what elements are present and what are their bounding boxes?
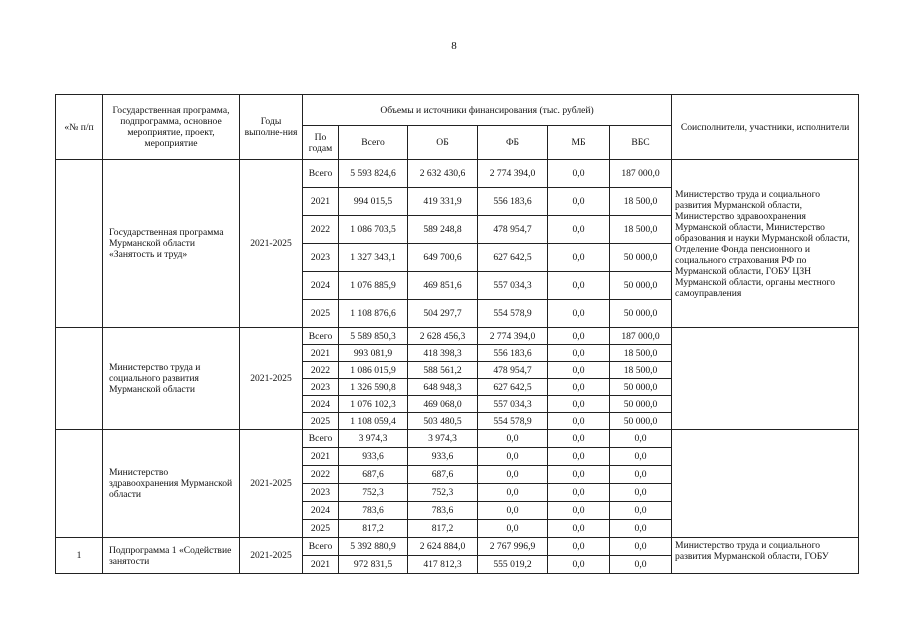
cell-vbs: 50 000,0 (610, 272, 672, 300)
cell-vbs: 50 000,0 (610, 396, 672, 413)
cell-mb: 0,0 (548, 466, 610, 484)
cell-ob: 752,3 (408, 484, 478, 502)
cell-ob: 588 561,2 (408, 362, 478, 379)
cell-fb: 0,0 (478, 502, 548, 520)
cell-ob: 469 851,6 (408, 272, 478, 300)
program-years: 2021-2025 (240, 328, 303, 430)
cell-vbs: 0,0 (610, 502, 672, 520)
header-years: Годы выполне-ния (240, 95, 303, 160)
cell-ob: 469 068,0 (408, 396, 478, 413)
cell-total: 1 086 703,5 (339, 216, 408, 244)
program-name: Министерство труда и социального развития Мурманской области (103, 328, 240, 430)
cell-total: 1 326 590,8 (339, 379, 408, 396)
cell-total: 3 974,3 (339, 430, 408, 448)
cell-total: 994 015,5 (339, 188, 408, 216)
cell-mb: 0,0 (548, 502, 610, 520)
program-name: Государственная программа Мурманской области «Занятость и труд» (103, 160, 240, 328)
cell-total: 993 081,9 (339, 345, 408, 362)
cell-ob: 783,6 (408, 502, 478, 520)
cell-vbs: 187 000,0 (610, 328, 672, 345)
header-ob: ОБ (408, 126, 478, 160)
cell-total: 5 392 880,9 (339, 538, 408, 556)
cell-ob: 933,6 (408, 448, 478, 466)
cell-fb: 2 774 394,0 (478, 160, 548, 188)
cell-vbs: 18 500,0 (610, 345, 672, 362)
table-row (56, 538, 859, 556)
cell-fb: 0,0 (478, 430, 548, 448)
cell-ob: 2 628 456,3 (408, 328, 478, 345)
cell-year: Всего (303, 328, 339, 345)
page-number: 8 (451, 40, 457, 52)
header-mb: МБ (548, 126, 610, 160)
cell-ob: 2 624 884,0 (408, 538, 478, 556)
cell-year: 2025 (303, 300, 339, 328)
cell-vbs: 50 000,0 (610, 300, 672, 328)
cell-vbs: 0,0 (610, 484, 672, 502)
row-number (56, 328, 103, 430)
cell-ob: 687,6 (408, 466, 478, 484)
cell-year: 2023 (303, 244, 339, 272)
cell-mb: 0,0 (548, 345, 610, 362)
cell-mb: 0,0 (548, 538, 610, 556)
cell-fb: 556 183,6 (478, 345, 548, 362)
cell-year: 2023 (303, 484, 339, 502)
cell-mb: 0,0 (548, 362, 610, 379)
cell-vbs: 0,0 (610, 448, 672, 466)
cell-vbs: 0,0 (610, 556, 672, 574)
cell-ob: 417 812,3 (408, 556, 478, 574)
partners (672, 328, 859, 430)
cell-total: 817,2 (339, 520, 408, 538)
cell-year: 2021 (303, 448, 339, 466)
cell-total: 783,6 (339, 502, 408, 520)
header-funding: Объемы и источники финансирования (тыс. рублей) (303, 95, 672, 126)
partners (672, 430, 859, 538)
row-number: 1 (56, 538, 103, 574)
partners: Министерство труда и социального развития Мурманской области, ГОБУ (672, 538, 859, 574)
cell-year: 2022 (303, 466, 339, 484)
cell-mb: 0,0 (548, 328, 610, 345)
header-by-years: По годам (303, 126, 339, 160)
cell-vbs: 0,0 (610, 430, 672, 448)
cell-vbs: 0,0 (610, 520, 672, 538)
cell-mb: 0,0 (548, 413, 610, 430)
cell-fb: 0,0 (478, 484, 548, 502)
cell-fb: 554 578,9 (478, 300, 548, 328)
cell-fb: 478 954,7 (478, 216, 548, 244)
cell-fb: 555 019,2 (478, 556, 548, 574)
row-number (56, 160, 103, 328)
cell-ob: 2 632 430,6 (408, 160, 478, 188)
cell-mb: 0,0 (548, 396, 610, 413)
cell-year: Всего (303, 160, 339, 188)
cell-total: 5 589 850,3 (339, 328, 408, 345)
cell-mb: 0,0 (548, 216, 610, 244)
cell-ob: 648 948,3 (408, 379, 478, 396)
cell-vbs: 0,0 (610, 466, 672, 484)
cell-fb: 627 642,5 (478, 379, 548, 396)
cell-ob: 418 398,3 (408, 345, 478, 362)
cell-fb: 0,0 (478, 466, 548, 484)
cell-year: 2022 (303, 362, 339, 379)
cell-vbs: 50 000,0 (610, 244, 672, 272)
cell-ob: 419 331,9 (408, 188, 478, 216)
cell-mb: 0,0 (548, 520, 610, 538)
cell-mb: 0,0 (548, 379, 610, 396)
cell-ob: 817,2 (408, 520, 478, 538)
cell-mb: 0,0 (548, 484, 610, 502)
cell-fb: 0,0 (478, 448, 548, 466)
cell-fb: 627 642,5 (478, 244, 548, 272)
cell-total: 933,6 (339, 448, 408, 466)
cell-fb: 557 034,3 (478, 396, 548, 413)
cell-ob: 589 248,8 (408, 216, 478, 244)
cell-year: 2022 (303, 216, 339, 244)
cell-ob: 504 297,7 (408, 300, 478, 328)
cell-total: 5 593 824,6 (339, 160, 408, 188)
program-name: Подпрограмма 1 «Содействие занятости (103, 538, 240, 574)
header-fb: ФБ (478, 126, 548, 160)
cell-total: 1 327 343,1 (339, 244, 408, 272)
cell-mb: 0,0 (548, 244, 610, 272)
cell-ob: 3 974,3 (408, 430, 478, 448)
cell-total: 1 076 885,9 (339, 272, 408, 300)
cell-total: 752,3 (339, 484, 408, 502)
header-partners: Соисполнители, участники, исполнители (672, 95, 859, 160)
cell-year: 2025 (303, 520, 339, 538)
cell-year: 2025 (303, 413, 339, 430)
cell-total: 1 108 876,6 (339, 300, 408, 328)
cell-mb: 0,0 (548, 556, 610, 574)
row-number (56, 430, 103, 538)
cell-year: Всего (303, 430, 339, 448)
program-years: 2021-2025 (240, 160, 303, 328)
program-years: 2021-2025 (240, 430, 303, 538)
header-vbs: ВБС (610, 126, 672, 160)
header-total: Всего (339, 126, 408, 160)
cell-vbs: 50 000,0 (610, 379, 672, 396)
cell-fb: 2 767 996,9 (478, 538, 548, 556)
cell-year: 2024 (303, 502, 339, 520)
cell-fb: 478 954,7 (478, 362, 548, 379)
cell-total: 1 086 015,9 (339, 362, 408, 379)
cell-fb: 2 774 394,0 (478, 328, 548, 345)
cell-total: 687,6 (339, 466, 408, 484)
cell-mb: 0,0 (548, 300, 610, 328)
cell-year: 2024 (303, 272, 339, 300)
cell-mb: 0,0 (548, 160, 610, 188)
cell-fb: 557 034,3 (478, 272, 548, 300)
cell-year: 2021 (303, 188, 339, 216)
cell-fb: 556 183,6 (478, 188, 548, 216)
cell-total: 972 831,5 (339, 556, 408, 574)
cell-vbs: 0,0 (610, 538, 672, 556)
cell-total: 1 108 059,4 (339, 413, 408, 430)
header-program: Государственная программа, подпрограмма, основное мероприятие, проект, мероприятие (103, 95, 240, 160)
cell-mb: 0,0 (548, 272, 610, 300)
header-num: «№ п/п (56, 95, 103, 160)
cell-vbs: 18 500,0 (610, 362, 672, 379)
cell-vbs: 18 500,0 (610, 216, 672, 244)
cell-fb: 554 578,9 (478, 413, 548, 430)
table-row (56, 328, 859, 345)
cell-year: 2024 (303, 396, 339, 413)
cell-year: 2021 (303, 556, 339, 574)
cell-vbs: 18 500,0 (610, 188, 672, 216)
cell-total: 1 076 102,3 (339, 396, 408, 413)
table-row (56, 160, 859, 188)
partners: Министерство труда и социального развития Мурманской области, Министерство здравоохранения Мурманской области, Министерство образования и науки Мурманской области, Отделение Фонда пенсионного и социального страхования РФ по Мурманской области, ГОБУ ЦЗН Мурманской области, органы местного самоуправления (672, 160, 859, 328)
cell-fb: 0,0 (478, 520, 548, 538)
cell-mb: 0,0 (548, 188, 610, 216)
cell-ob: 503 480,5 (408, 413, 478, 430)
program-name: Министерство здравоохранения Мурманской области (103, 430, 240, 538)
funding-table (55, 94, 859, 574)
cell-vbs: 50 000,0 (610, 413, 672, 430)
cell-mb: 0,0 (548, 430, 610, 448)
cell-ob: 649 700,6 (408, 244, 478, 272)
program-years: 2021-2025 (240, 538, 303, 574)
cell-year: 2023 (303, 379, 339, 396)
table-row (56, 430, 859, 448)
cell-mb: 0,0 (548, 448, 610, 466)
cell-vbs: 187 000,0 (610, 160, 672, 188)
cell-year: Всего (303, 538, 339, 556)
cell-year: 2021 (303, 345, 339, 362)
